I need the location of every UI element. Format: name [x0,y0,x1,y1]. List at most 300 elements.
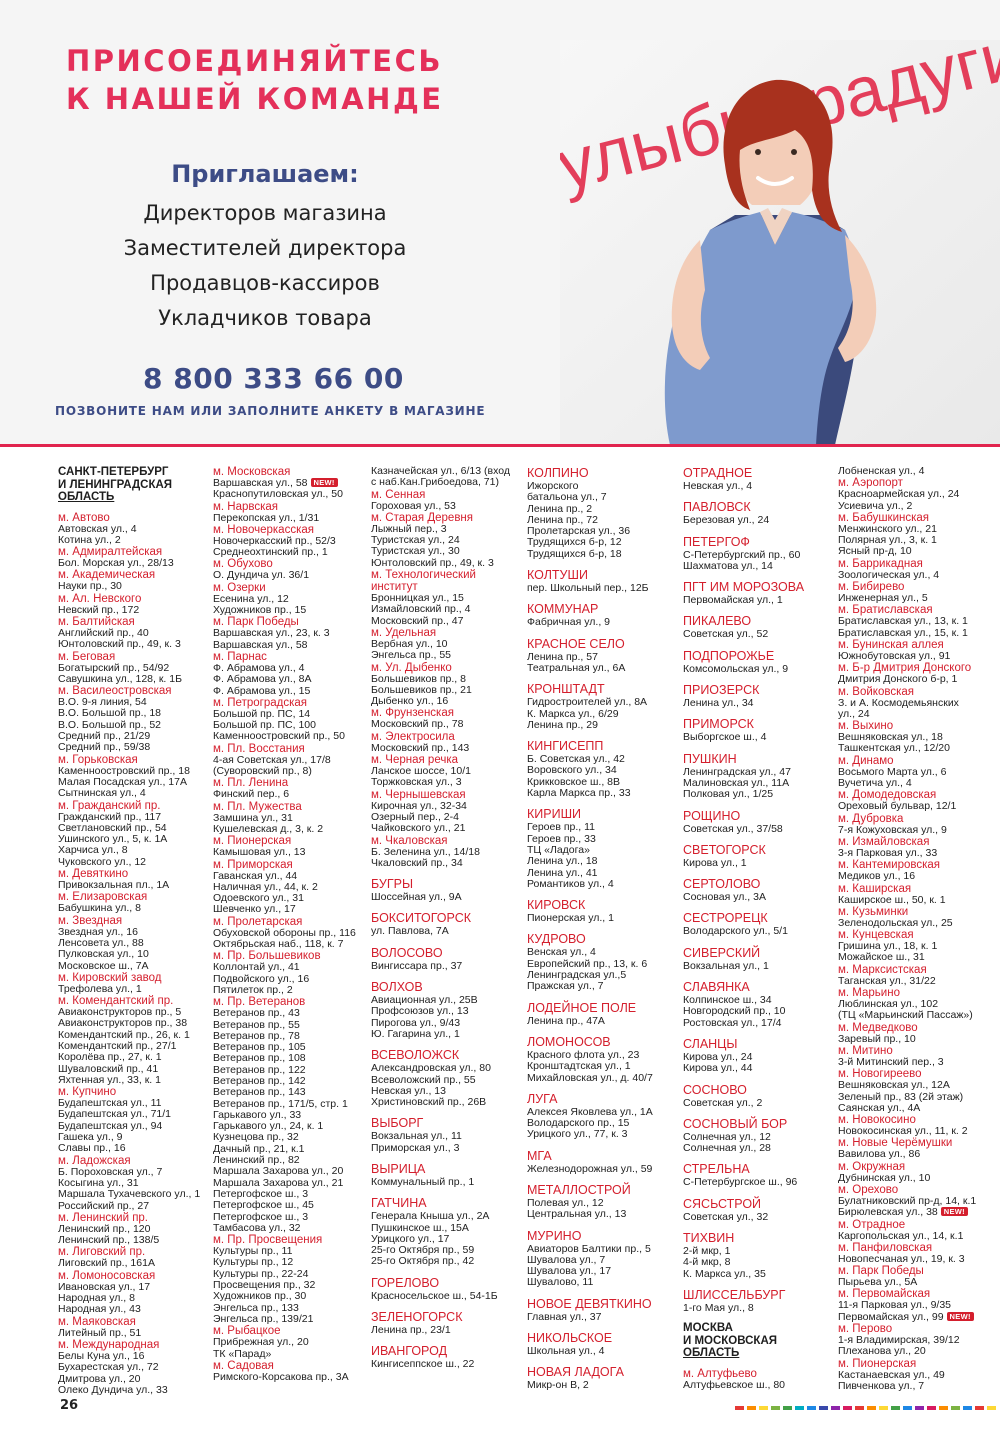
address-line-text: Первомайская ул., 99 [838,1310,944,1323]
metro-station-text: м. Академическая [58,569,156,582]
address-line [683,892,841,903]
city-name-text: СЛАНЦЫ [683,1036,738,1051]
city-name-text: КОЛТУШИ [527,568,588,583]
address-line-text: Европейский пр., 13, к. 6 [527,957,648,970]
address-line-text: Красного флота ул., 23 [527,1048,640,1061]
address-line-text: Обуховской обороны пр., 116 [213,926,356,939]
address-line-text: Ф. Абрамова ул., 15 [213,684,311,697]
address-line [58,1201,216,1212]
address-line [58,1235,216,1246]
address-line [527,549,685,560]
page-number: 26 [60,1398,79,1413]
brand-sign-text: улыбка радуги [560,40,1000,205]
address-line-text: 11-я Парковая ул., 9/35 [838,1299,952,1312]
address-line-text: Шоссейная ул., 9А [371,891,462,904]
city-name-text: КИРИШИ [527,807,582,822]
address-line-text: Казначейская ул., 6/13 (вход [371,465,510,477]
metro-station-text: м. Новокосино [838,1114,916,1127]
address-line-text: Генерала Кныша ул., 2А [371,1210,490,1223]
address-line-text: Полковая ул., 1/25 [683,788,774,801]
metro-station-text: м. Купчино [58,1086,117,1099]
address-line [58,984,216,995]
address-line-text: Авиаконструкторов пр., 5 [58,1006,182,1019]
address-line-text: Полярная ул., 3, к. 1 [838,534,937,547]
address-line [527,1129,685,1140]
color-strip-segment [879,1406,888,1410]
metro-station-text: м. Василеостровская [58,685,172,698]
region-heading [683,1335,841,1348]
address-line-text: Булатниковский пр-д, 14, к.1 [838,1194,977,1207]
address-line [371,477,529,488]
address-line [371,777,529,788]
address-line [683,481,841,492]
address-line-text: В.О. Большой пр., 18 [58,707,162,720]
address-line-text: Варшавская ул., 23, к. 3 [213,627,330,640]
color-strip-segment [855,1406,864,1410]
address-line [838,1034,996,1045]
address-line-text: Финский пер., 6 [213,788,290,801]
address-line-text: Дыбенко ул., 16 [371,695,449,708]
address-line-text: Юнтоловский пр., 49, к. 3 [371,556,494,569]
address-line-text: Бронницкая ул., 15 [371,592,464,605]
address-line [371,1177,529,1188]
address-line-text: Ленина пр., 2 [527,502,593,515]
address-line-text: Ленина ул., 18 [527,855,598,868]
city-name-text: ЛОДЕЙНОЕ ПОЛЕ [527,1000,637,1015]
city-name-text: КРОНШТАДТ [527,682,605,697]
metro-station-text: м. Кировский завод [58,971,162,984]
address-line-text: О. Дундича ул. 36/1 [213,569,310,582]
address-line-text: Шуваловский пр., 41 [58,1062,159,1075]
address-line-text: Шевченко ул., 17 [213,903,296,916]
city-name-text: ОТРАДНОЕ [683,466,753,480]
color-strip-segment [891,1406,900,1410]
directory-column [371,466,529,1371]
address-line-text: Маршала Тухачевского ул., 1 [58,1188,201,1201]
invite-block [90,160,440,336]
color-strip-segment [735,1406,744,1410]
metro-station-text: м. Выхино [838,720,894,733]
address-line-text: Ветеранов пр., 105 [213,1041,306,1054]
address-line-text: Зоологическая ул., 4 [838,568,940,581]
metro-station-text: м. Пр. Ветеранов [213,996,306,1009]
address-line [213,904,371,915]
address-line-text: Братиславская ул., 13, к. 1 [838,615,968,628]
address-line-text: Лиговский пр., 161А [58,1257,155,1270]
city-name-text: КОММУНАР [527,602,599,617]
metro-station-text: м. Озерки [213,581,266,594]
city-name [683,877,841,891]
address-line-text: Савушкина ул., 128, к. 1Б [58,672,182,685]
address-line-text: Чкаловский пр., 34 [371,856,463,869]
metro-station-text: м. Парк Победы [838,1265,924,1278]
address-line-text: Озерный пер., 2-4 [371,810,459,823]
address-line [58,788,216,799]
region-heading [683,1347,841,1360]
address-line-text: Микр-он В, 2 [527,1379,589,1392]
address-line [683,1212,841,1223]
city-name [527,637,685,651]
address-line-text: Солнечная ул., 12 [683,1130,771,1143]
city-name [683,1231,841,1245]
color-strip-segment [951,1406,960,1410]
address-line-text: Комендантский пр., 27/1 [58,1040,177,1052]
address-line [371,1029,529,1040]
address-line-text: Котина ул., 2 [58,533,121,546]
address-line-text: Пырьева ул., 5А [838,1276,918,1289]
address-line-text: Туристская ул., 30 [371,545,460,558]
metro-station-text: м. Новогиреево [838,1068,922,1081]
city-name [527,568,685,582]
address-line-text: Просвещения пр., 32 [213,1279,316,1292]
address-line [213,766,371,777]
address-line [683,961,841,972]
address-line-text: Новгородский пр., 10 [683,1005,786,1018]
address-line [58,639,216,650]
address-line-text: Кастанаевская ул., 49 [838,1368,945,1381]
address-line-text: Вокзальная ул., 1 [683,959,769,972]
city-name-text: СЕРТОЛОВО [683,877,761,892]
address-line-text: Гаванская ул., 44 [213,869,298,882]
city-name [371,1162,529,1176]
address-line-text: Большой пр. ПС, 100 [213,719,316,732]
address-line [683,595,841,606]
address-line-text: Вингиссара пр., 37 [371,959,463,972]
address-line-text: Торжковская ул., 3 [371,776,462,789]
address-line [683,1018,841,1029]
address-line [838,1126,996,1137]
city-name-text: СЕСТРОРЕЦК [683,911,768,926]
color-strip-segment [927,1406,936,1410]
address-line-text: Варшавская ул., 58 [213,477,308,489]
address-line-text: Советская ул., 32 [683,1210,769,1223]
address-line-text: Народная ул., 43 [58,1303,141,1316]
address-line [213,1372,371,1383]
metro-station-text: м. Пр. Большевиков [213,950,321,963]
region-heading [683,1322,841,1335]
metro-station-text: м. Московская [213,466,291,478]
address-line [838,501,996,512]
address-line-text: Гидростроителей ул., 8А [527,696,648,709]
address-line-text: Гришина ул., 18, к. 1 [838,940,938,953]
address-line [527,583,685,594]
city-name [527,807,685,821]
address-line-text: Ленина пр., 47А [527,1014,605,1027]
store-directory [58,465,977,1396]
metro-station-text: м. Ленинский пр. [58,1211,149,1224]
address-line [371,823,529,834]
city-name-text: ПРИМОРСК [683,717,754,732]
metro-station-text: м. Девяткино [58,868,129,881]
address-line [58,1075,216,1086]
address-line-text: Измайловский пр., 4 [371,603,471,616]
address-line-text: Олеко Дундича ул., 33 [58,1383,168,1396]
address-line [683,1303,841,1314]
region-heading [58,491,216,504]
address-line-text: Красноармейская ул., 24 [838,488,960,501]
address-line-text: Люблинская ул., 102 [838,998,939,1011]
color-strip-segment [819,1406,828,1410]
region-heading-text: МОСКВА [683,1322,733,1335]
address-line-text: Зеленый пр., 83 (2й этаж) [838,1090,964,1103]
address-line-text: Героев пр., 11 [527,821,596,834]
invite-title: Приглашаем: [171,160,359,188]
address-line-text: Туристская ул., 24 [371,534,460,547]
address-line [371,926,529,937]
address-line [371,501,529,512]
address-line [371,1256,529,1267]
address-line-text: Советская ул., 2 [683,1096,763,1109]
directory-column [683,466,841,1391]
directory-column [58,466,216,1396]
metro-station-text: м. Балтийская [58,615,135,628]
address-line [838,674,996,685]
address-line-text: Вешняковская ул., 12А [838,1079,950,1092]
address-line-text: Заревый пр., 10 [838,1032,916,1045]
address-line [58,903,216,914]
address-line-text: Пятилеток пр., 2 [213,983,293,996]
city-name [683,649,841,663]
address-line [371,743,529,754]
address-line-text: Московский пр., 143 [371,741,470,754]
address-line [527,1277,685,1288]
address-line [838,1231,996,1242]
address-line [213,731,371,742]
address-line-text: Восьмого Марта ул., 6 [838,765,947,778]
city-name-text: ВЫРИЦА [371,1161,426,1176]
address-line [838,976,996,987]
city-name [527,932,685,946]
city-name-text: ПРИОЗЕРСК [683,683,760,698]
address-line-text: Варшавская ул., 58 [213,638,308,651]
metro-station-text: м. Ал. Невского [58,592,142,605]
metro-station-text: институт [371,581,418,594]
metro-station-text: м. Дубровка [838,812,904,825]
address-line-text: Гороховая ул., 53 [371,499,456,512]
address-line-text: Пушкинское ш., 15А [371,1221,469,1234]
address-line-text: Литейный пр., 51 [58,1326,142,1339]
address-line [838,593,996,604]
address-line-text: Петергофское ш., 45 [213,1199,314,1212]
address-line [58,961,216,972]
address-line-text: ТК «Парад» [213,1347,272,1360]
address-line-text: Гражданский пр., 117 [58,810,162,823]
city-name [527,1183,685,1197]
address-line [58,880,216,891]
hero-divider [0,444,1000,447]
phone-number[interactable]: 8 800 333 66 00 [143,362,404,395]
address-line-text: Богатырский пр., 54/92 [58,661,170,674]
address-line [683,1063,841,1074]
address-line-text: Вокзальная ул., 11 [371,1130,462,1143]
address-line [683,1177,841,1188]
address-line [527,663,685,674]
address-line-text: Ланское шоссе, 10/1 [371,765,471,778]
city-name-text: ПУШКИН [683,751,737,766]
address-line [838,743,996,754]
city-name [371,1196,529,1210]
address-line [838,871,996,882]
address-line [213,1314,371,1325]
address-line [213,824,371,835]
metro-station [371,569,529,581]
address-line-text: Б. Советская ул., 42 [527,753,625,766]
address-line [213,847,371,858]
address-line-text: Б. Зеленина ул., 14/18 [371,845,480,858]
address-line-text: Ветеранов пр., 78 [213,1029,300,1042]
city-name-text: ГАТЧИНА [371,1196,427,1211]
metro-station-text: м. Адмиралтейская [58,546,163,559]
city-name [371,1116,529,1130]
address-line-text: Кушелевская д., 3, к. 2 [213,822,324,835]
headline-line-2: К НАШЕЙ КОМАНДЕ [66,82,444,116]
address-line [683,515,841,526]
address-line-text: В.О. Большой пр., 52 [58,718,162,731]
address-line-text: Ф. Абрамова ул., 4 [213,661,305,674]
address-line [683,629,841,640]
color-strip-segment [783,1406,792,1410]
city-name-text: МГА [527,1148,552,1163]
metro-station-text: м. Пионерская [838,1357,917,1370]
city-name-text: МУРИНО [527,1228,582,1243]
address-line [838,1010,996,1021]
metro-station-text: м. Пр. Просвещения [213,1234,323,1247]
address-line-text: Шувалово, 11 [527,1276,594,1289]
region-heading [58,466,216,479]
metro-station-text: м. Бабушкинская [838,511,930,524]
region-heading-text: САНКТ-ПЕТЕРБУРГ [58,466,169,478]
region-heading-text: И ЛЕНИНГРАДСКАЯ [58,478,173,491]
address-line-text: ул. Павлова, 7А [371,925,449,938]
city-name [683,809,841,823]
metro-station-text: м. Фрунзенская [371,707,454,720]
address-line [838,1173,996,1184]
address-line-text: Выборгское ш., 4 [683,731,767,744]
city-name [683,752,841,766]
address-line [838,1149,996,1160]
city-name [527,602,685,616]
city-name-text: ЛОМОНОСОВ [527,1034,611,1049]
metro-station-text: м. Б-р Дмитрия Донского [838,662,972,675]
color-strip [735,1406,996,1410]
address-line-text: Кирова ул., 1 [683,856,747,869]
city-name [527,1365,685,1379]
city-name [683,466,841,480]
address-line [683,732,841,743]
metro-station-text: м. Измайловская [838,835,930,848]
color-strip-segment [987,1406,996,1410]
address-line-text: Профсоюзов ул., 13 [371,1005,469,1018]
address-line-text: Белы Куна ул., 16 [58,1349,145,1362]
address-line-text: Малая Посадская ул., 17А [58,775,187,788]
directory-column [527,466,685,1392]
address-line-text: Володарского пр., 15 [527,1117,630,1130]
color-strip-segment [807,1406,816,1410]
city-name-text: ШЛИССЕЛЬБУРГ [683,1287,786,1302]
city-name [683,683,841,697]
address-line-text: Пролетарская ул., 36 [527,525,631,538]
address-line-text: 4-ая Советская ул., 17/8 [213,753,331,766]
address-line-text: 3-я Парковая ул., 33 [838,846,938,859]
address-line-text: Среднеохтинский пр., 1 [213,546,328,559]
address-line [838,1207,996,1218]
city-name-text: ИВАНГОРОД [371,1344,448,1359]
address-line [58,674,216,685]
metro-station-text: м. Панфиловская [838,1241,933,1254]
city-name-text: КОЛПИНО [527,466,589,480]
address-line [838,628,996,639]
address-line-text: Лыжный пер., 3 [371,522,447,535]
address-line-text: Замшина ул., 31 [213,811,293,824]
address-line-text: 7-я Кожуховская ул., 9 [838,823,947,836]
city-name-text: ГОРЕЛОВО [371,1275,440,1290]
city-name [683,911,841,925]
address-line [58,581,216,592]
metro-station-text: м. Международная [58,1338,160,1351]
address-line [213,789,371,800]
address-line [58,535,216,546]
address-line [58,1385,216,1396]
address-line-text: Октябрьская наб., 118, к. 7 [213,938,344,951]
address-line-text: Вавилова ул., 86 [838,1148,921,1161]
city-name [527,1035,685,1049]
metro-station-text: м. Комендантский пр. [58,995,174,1008]
metro-station-text: м. Бунинская аллея [838,638,944,651]
address-line [527,879,685,890]
metro-station-text: м. Алтуфьево [683,1367,757,1380]
address-line-text: Авиационная ул., 25В [371,994,478,1007]
city-name [371,1048,529,1062]
address-line-text: Шувалова ул., 7 [527,1253,606,1266]
address-line-text: Культуры пр., 22-24 [213,1267,309,1280]
address-line-text: С-Петербургский пр., 60 [683,548,801,561]
address-line-text: Славы пр., 16 [58,1142,126,1155]
address-line [527,1164,685,1175]
metro-station-text: м. Ул. Дыбенко [371,661,452,674]
address-line-text: Краснопутиловская ул., 50 [213,488,343,501]
address-line [527,720,685,731]
address-line [838,570,996,581]
address-line-text: Трудящихся б-р, 18 [527,547,622,560]
address-line-text: Сытнинская ул., 4 [58,787,146,800]
metro-station-text: м. Приморская [213,858,293,871]
address-line [58,1328,216,1339]
address-line-text: Ленинский пр., 138/5 [58,1234,160,1247]
city-name [527,1331,685,1345]
region-heading-text: ОБЛАСТЬ [58,491,115,503]
address-line [213,1349,371,1360]
metro-station-text: м. Новые Черёмушки [838,1137,953,1150]
address-line-text: Ленинский пр., 120 [58,1222,151,1235]
address-line-text: Ленинградская ул., 47 [683,765,791,778]
address-line [838,709,996,720]
address-line-text: Кронштадтская ул., 1 [527,1060,631,1073]
address-line [213,605,371,616]
address-line-text: Большевиков пр., 21 [371,683,472,696]
position-item: Директоров магазина [143,201,387,225]
address-line [838,952,996,963]
address-line-text: Братиславская ул., 15, к. 1 [838,626,968,639]
city-name-text: КИНГИСЕПП [527,739,604,754]
city-name-text: МЕТАЛЛОСТРОЙ [527,1182,631,1197]
address-line-text: Камышовая ул., 13 [213,846,306,859]
position-item: Продавцов-кассиров [150,271,380,295]
address-line [58,857,216,868]
address-line-text: Чайковского ул., 21 [371,822,466,835]
address-line-text: Алтуфьевское ш., 80 [683,1378,786,1391]
color-strip-segment [915,1406,924,1410]
address-line-text: (ТЦ «Марьинский Пассаж») [838,1009,973,1022]
